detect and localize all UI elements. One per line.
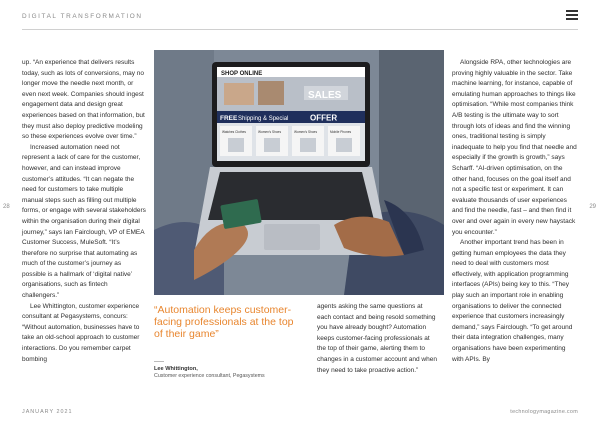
laptop-shopping-illustration: [154, 50, 444, 295]
paragraph: Increased automation need not represent a lack of care for the customer, however, and can instead improve customer’s attitudes. “It can negate the need for customers to take multiple manual steps such as filling out multiple forms, or engage with several stakeholders within the organisation during their digital journey,” says Ian Fairclough, VP of EMEA Customer Success, MuleSoft. “It’s therefore no surprise that automating as much of the customer’s journey as possible is a hallmark of ‘digital native’ organisations, such as fintech challengers.”: [22, 143, 146, 300]
pull-quote-name: Lee Whittington,: [154, 366, 198, 372]
paragraph: Alongside RPA, other technologies are proving highly valuable in the sector. Take machine learning, for instance, capable of emulating human approaches to things like optimisation. “While most companies think A/B testing is the ultimate way to sort through lots of ideas and find the winning ones, traditional testing is simply inadequate to help you find that needle and especially if the growth is growth,” says Scharff. “AI-driven optimisation, on the other hand, focuses on the goal itself and not a specific test or experiment. It can evaluate thousands of user experiences and find the needle, fast – and then find it over and over again in every new haystack you encounter.”: [452, 59, 577, 236]
pull-quote: “Automation keeps customer-facing professionals at the top of their game”: [154, 304, 294, 341]
section-header: DIGITAL TRANSFORMATION: [22, 13, 143, 20]
paragraph: Lee Whittington, customer experience consultant at Pegasystems, concurs: “Without automation, businesses have to take an old-school approach to customer interactions. Do you remember carpet bombing: [22, 302, 140, 363]
screen-free-label: FREE: [220, 115, 238, 122]
screen-sales-label: SALES: [308, 90, 342, 101]
footer-website[interactable]: technologymagazine.com: [510, 409, 578, 415]
screen-offer-label: OFFER: [310, 113, 338, 123]
screen-category: Women's Shoes: [258, 130, 282, 134]
pull-quote-attribution: [154, 366, 302, 380]
header-divider: [22, 29, 578, 30]
page-number-left: 28: [3, 204, 10, 210]
article-column-3: [317, 302, 438, 376]
article-photo: [154, 50, 444, 295]
paragraph: Another important trend has been in getting human employees the data they need to deal with customers most effectively, with application programming interfaces (APIs) being key to this. “They play such an important role in enabling organisations to deliver the connected experience that customers increasingly demand,” says Fairclough. “To get around their data integration challenges, many organisations have been experimenting with APIs. By: [452, 239, 573, 363]
screen-category: Watches Clothes: [222, 130, 246, 134]
paragraph: up. “An experience that delivers results today, such as lots of conversions, may no longer move the needle next month, or even next week. Companies should ingest engagement data and design great experiences based on that information, but they must also deploy predictive modeling so these experiences evolve over time.”: [22, 59, 145, 141]
paragraph: agents asking the same questions at each contact and being resold something you have already bought? Automation keeps customer-facing professionals at the top of their game, alerting them to changes in a customer account and when they need to take proactive action.”: [317, 303, 437, 374]
footer-date: JANUARY 2021: [22, 409, 73, 415]
pull-quote-divider: [154, 361, 164, 362]
page-number-right: 29: [589, 204, 596, 210]
hamburger-menu-icon[interactable]: [566, 10, 578, 20]
screen-category: Mobile Phones: [330, 130, 352, 134]
screen-category: Women's Shoes: [294, 130, 318, 134]
pull-quote-role: Customer experience consultant, Pegasystems: [154, 373, 265, 380]
screen-store-title: SHOP ONLINE: [221, 71, 263, 77]
article-column-1: [22, 58, 146, 365]
article-column-4: [452, 58, 578, 365]
screen-shipping-label: Shipping & Special: [238, 116, 289, 122]
